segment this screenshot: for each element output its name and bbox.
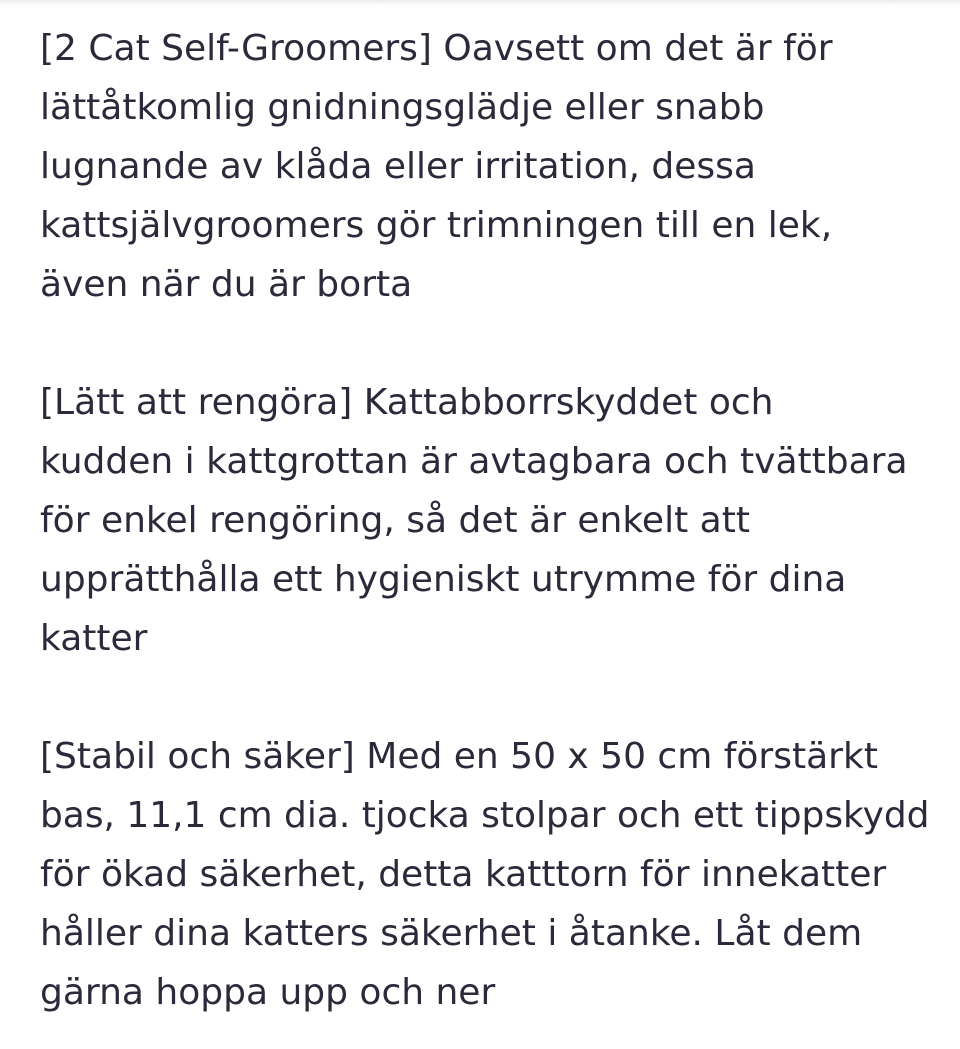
top-divider <box>0 0 960 6</box>
paragraph-spacer <box>40 668 930 727</box>
text-line: kattsjälvgroomers gör trimningen till en lek, <box>40 205 833 246</box>
text-line: [Stabil och säker] Med en 50 x 50 cm förstärkt <box>40 736 878 777</box>
text-line: katter <box>40 618 148 659</box>
text-line: [2 Cat Self-Groomers] Oavsett om det är för <box>40 28 833 69</box>
text-line: bas, 11,1 cm dia. tjocka stolpar och ett tippskydd <box>40 795 930 836</box>
feature-paragraph-easy-clean <box>40 373 930 668</box>
product-description <box>40 19 930 1022</box>
text-line: gärna hoppa upp och ner <box>40 972 496 1013</box>
text-line: lugnande av klåda eller irritation, dessa <box>40 146 756 187</box>
text-line: håller dina katters säkerhet i åtanke. Låt dem <box>40 913 863 954</box>
text-line: [Lätt att rengöra] Kattabborrskyddet och <box>40 382 774 423</box>
text-line: lättåtkomlig gnidningsglädje eller snabb <box>40 87 765 128</box>
text-line: även när du är borta <box>40 264 413 305</box>
feature-paragraph-stable-safe <box>40 727 930 1022</box>
text-line: kudden i kattgrottan är avtagbara och tvättbara <box>40 441 908 482</box>
text-line: för enkel rengöring, så det är enkelt att <box>40 500 750 541</box>
text-line: för ökad säkerhet, detta katttorn för innekatter <box>40 854 887 895</box>
feature-paragraph-self-groomers <box>40 19 930 314</box>
text-line: upprätthålla ett hygieniskt utrymme för dina <box>40 559 847 600</box>
paragraph-spacer <box>40 314 930 373</box>
